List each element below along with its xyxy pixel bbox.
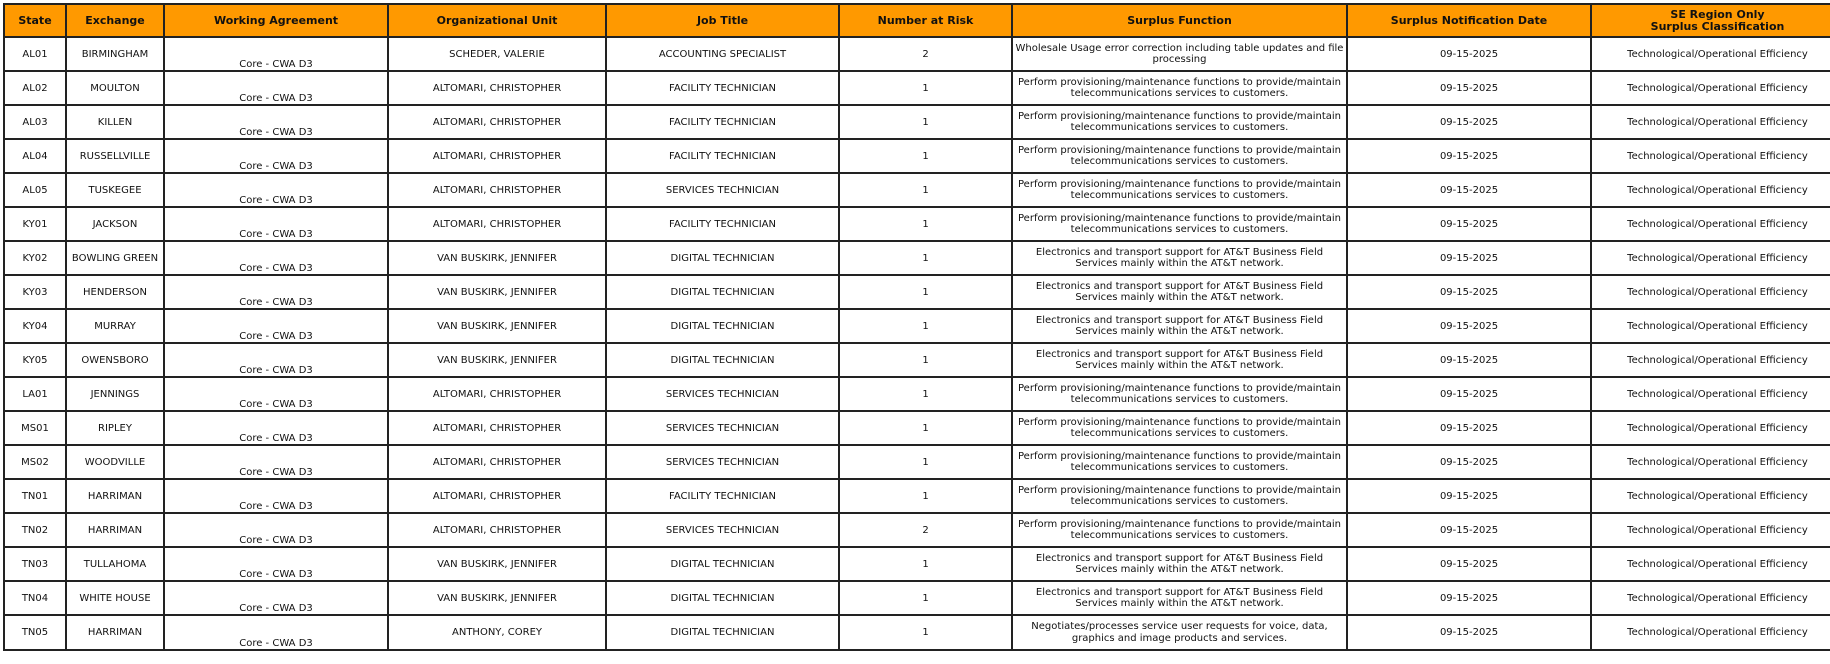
- cell-surplus-classification[interactable]: Technological/Operational Efficiency: [1591, 581, 1830, 615]
- cell-state[interactable]: MS01: [4, 411, 66, 445]
- cell-org-unit[interactable]: SCHEDER, VALERIE: [388, 37, 606, 71]
- cell-state[interactable]: AL01: [4, 37, 66, 71]
- cell-number-at-risk[interactable]: 1: [839, 173, 1012, 207]
- cell-working-agreement[interactable]: Core - CWA D3: [164, 309, 388, 343]
- cell-number-at-risk[interactable]: 1: [839, 241, 1012, 275]
- cell-surplus-function[interactable]: Negotiates/processes service user requests for voice, data, graphics and image products and services.: [1012, 615, 1347, 650]
- cell-surplus-classification[interactable]: Technological/Operational Efficiency: [1591, 479, 1830, 513]
- cell-org-unit[interactable]: ALTOMARI, CHRISTOPHER: [388, 207, 606, 241]
- cell-org-unit[interactable]: VAN BUSKIRK, JENNIFER: [388, 581, 606, 615]
- cell-state[interactable]: TN05: [4, 615, 66, 650]
- cell-surplus-notification-date[interactable]: 09-15-2025: [1347, 581, 1591, 615]
- cell-exchange[interactable]: JACKSON: [66, 207, 164, 241]
- cell-working-agreement[interactable]: Core - CWA D3: [164, 547, 388, 581]
- cell-job-title[interactable]: DIGITAL TECHNICIAN: [606, 615, 839, 650]
- cell-number-at-risk[interactable]: 1: [839, 377, 1012, 411]
- cell-exchange[interactable]: JENNINGS: [66, 377, 164, 411]
- cell-exchange[interactable]: MURRAY: [66, 309, 164, 343]
- cell-state[interactable]: LA01: [4, 377, 66, 411]
- cell-number-at-risk[interactable]: 1: [839, 445, 1012, 479]
- table-row: [4, 275, 1830, 309]
- cell-org-unit[interactable]: ALTOMARI, CHRISTOPHER: [388, 173, 606, 207]
- cell-state[interactable]: AL03: [4, 105, 66, 139]
- cell-surplus-classification[interactable]: Technological/Operational Efficiency: [1591, 173, 1830, 207]
- header-classification-line2: Surplus Classification: [1650, 19, 1785, 33]
- cell-surplus-classification[interactable]: Technological/Operational Efficiency: [1591, 445, 1830, 479]
- cell-job-title[interactable]: FACILITY TECHNICIAN: [606, 479, 839, 513]
- cell-working-agreement[interactable]: Core - CWA D3: [164, 37, 388, 71]
- cell-number-at-risk[interactable]: 1: [839, 581, 1012, 615]
- table-row: [4, 445, 1830, 479]
- cell-state[interactable]: TN01: [4, 479, 66, 513]
- cell-surplus-function[interactable]: Electronics and transport support for AT&T Business Field Services mainly within the AT&T network.: [1012, 241, 1347, 275]
- cell-state[interactable]: MS02: [4, 445, 66, 479]
- cell-surplus-function[interactable]: Electronics and transport support for AT&T Business Field Services mainly within the AT&T network.: [1012, 547, 1347, 581]
- cell-surplus-notification-date[interactable]: 09-15-2025: [1347, 547, 1591, 581]
- table-row: [4, 139, 1830, 173]
- cell-surplus-function[interactable]: Perform provisioning/maintenance functions to provide/maintain telecommunications services to customers.: [1012, 479, 1347, 513]
- cell-job-title[interactable]: SERVICES TECHNICIAN: [606, 377, 839, 411]
- cell-surplus-function[interactable]: Perform provisioning/maintenance functions to provide/maintain telecommunications services to customers.: [1012, 105, 1347, 139]
- cell-surplus-notification-date[interactable]: 09-15-2025: [1347, 513, 1591, 547]
- cell-working-agreement[interactable]: Core - CWA D3: [164, 173, 388, 207]
- cell-exchange[interactable]: OWENSBORO: [66, 343, 164, 377]
- header-classification-line1: SE Region Only: [1670, 7, 1765, 21]
- cell-org-unit[interactable]: ALTOMARI, CHRISTOPHER: [388, 139, 606, 173]
- cell-surplus-function[interactable]: Wholesale Usage error correction including table updates and file processing: [1012, 37, 1347, 71]
- header-org-unit[interactable]: Organizational Unit: [388, 4, 606, 37]
- cell-working-agreement[interactable]: Core - CWA D3: [164, 479, 388, 513]
- cell-org-unit[interactable]: VAN BUSKIRK, JENNIFER: [388, 547, 606, 581]
- cell-org-unit[interactable]: VAN BUSKIRK, JENNIFER: [388, 309, 606, 343]
- cell-working-agreement[interactable]: Core - CWA D3: [164, 207, 388, 241]
- cell-surplus-classification[interactable]: Technological/Operational Efficiency: [1591, 71, 1830, 105]
- table-row: [4, 547, 1830, 581]
- cell-surplus-function[interactable]: Perform provisioning/maintenance functions to provide/maintain telecommunications services to customers.: [1012, 139, 1347, 173]
- cell-surplus-notification-date[interactable]: 09-15-2025: [1347, 173, 1591, 207]
- cell-job-title[interactable]: FACILITY TECHNICIAN: [606, 105, 839, 139]
- cell-number-at-risk[interactable]: 1: [839, 411, 1012, 445]
- cell-working-agreement[interactable]: Core - CWA D3: [164, 105, 388, 139]
- cell-working-agreement[interactable]: Core - CWA D3: [164, 241, 388, 275]
- cell-exchange[interactable]: RIPLEY: [66, 411, 164, 445]
- cell-state[interactable]: KY05: [4, 343, 66, 377]
- cell-working-agreement[interactable]: Core - CWA D3: [164, 513, 388, 547]
- cell-org-unit[interactable]: ANTHONY, COREY: [388, 615, 606, 650]
- cell-job-title[interactable]: DIGITAL TECHNICIAN: [606, 309, 839, 343]
- cell-surplus-classification[interactable]: Technological/Operational Efficiency: [1591, 139, 1830, 173]
- cell-state[interactable]: TN04: [4, 581, 66, 615]
- cell-working-agreement[interactable]: Core - CWA D3: [164, 343, 388, 377]
- cell-surplus-classification[interactable]: Technological/Operational Efficiency: [1591, 37, 1830, 71]
- cell-surplus-classification[interactable]: Technological/Operational Efficiency: [1591, 105, 1830, 139]
- cell-exchange[interactable]: BOWLING GREEN: [66, 241, 164, 275]
- cell-working-agreement[interactable]: Core - CWA D3: [164, 139, 388, 173]
- cell-exchange[interactable]: RUSSELLVILLE: [66, 139, 164, 173]
- cell-working-agreement[interactable]: Core - CWA D3: [164, 615, 388, 650]
- header-exchange[interactable]: Exchange: [66, 4, 164, 37]
- table-row: [4, 207, 1830, 241]
- cell-number-at-risk[interactable]: 1: [839, 207, 1012, 241]
- cell-job-title[interactable]: SERVICES TECHNICIAN: [606, 173, 839, 207]
- cell-surplus-function[interactable]: Perform provisioning/maintenance functions to provide/maintain telecommunications services to customers.: [1012, 71, 1347, 105]
- cell-working-agreement[interactable]: Core - CWA D3: [164, 445, 388, 479]
- cell-surplus-notification-date[interactable]: 09-15-2025: [1347, 275, 1591, 309]
- surplus-table: [3, 3, 1830, 651]
- cell-surplus-notification-date[interactable]: 09-15-2025: [1347, 207, 1591, 241]
- cell-surplus-notification-date[interactable]: 09-15-2025: [1347, 71, 1591, 105]
- cell-surplus-classification[interactable]: Technological/Operational Efficiency: [1591, 207, 1830, 241]
- cell-surplus-classification[interactable]: Technological/Operational Efficiency: [1591, 411, 1830, 445]
- cell-working-agreement[interactable]: Core - CWA D3: [164, 275, 388, 309]
- cell-surplus-function[interactable]: Perform provisioning/maintenance functions to provide/maintain telecommunications services to customers.: [1012, 207, 1347, 241]
- cell-org-unit[interactable]: VAN BUSKIRK, JENNIFER: [388, 275, 606, 309]
- cell-surplus-classification[interactable]: Technological/Operational Efficiency: [1591, 241, 1830, 275]
- cell-org-unit[interactable]: ALTOMARI, CHRISTOPHER: [388, 445, 606, 479]
- cell-exchange[interactable]: KILLEN: [66, 105, 164, 139]
- cell-state[interactable]: KY01: [4, 207, 66, 241]
- cell-surplus-notification-date[interactable]: 09-15-2025: [1347, 241, 1591, 275]
- cell-surplus-classification[interactable]: Technological/Operational Efficiency: [1591, 309, 1830, 343]
- cell-state[interactable]: AL02: [4, 71, 66, 105]
- cell-job-title[interactable]: DIGITAL TECHNICIAN: [606, 241, 839, 275]
- cell-surplus-function[interactable]: Electronics and transport support for AT&T Business Field Services mainly within the AT&T network.: [1012, 309, 1347, 343]
- cell-org-unit[interactable]: ALTOMARI, CHRISTOPHER: [388, 71, 606, 105]
- cell-number-at-risk[interactable]: 1: [839, 275, 1012, 309]
- cell-surplus-notification-date[interactable]: 09-15-2025: [1347, 37, 1591, 71]
- header-number-at-risk[interactable]: Number at Risk: [839, 4, 1012, 37]
- cell-working-agreement[interactable]: Core - CWA D3: [164, 581, 388, 615]
- cell-number-at-risk[interactable]: 2: [839, 37, 1012, 71]
- cell-surplus-classification[interactable]: Technological/Operational Efficiency: [1591, 547, 1830, 581]
- cell-surplus-notification-date[interactable]: 09-15-2025: [1347, 479, 1591, 513]
- table-row: [4, 241, 1830, 275]
- table-row: [4, 615, 1830, 650]
- table-row: [4, 581, 1830, 615]
- header-surplus-notification-date[interactable]: Surplus Notification Date: [1347, 4, 1591, 37]
- cell-number-at-risk[interactable]: 1: [839, 309, 1012, 343]
- table-row: [4, 105, 1830, 139]
- cell-number-at-risk[interactable]: 1: [839, 139, 1012, 173]
- table-body: [4, 37, 1830, 650]
- cell-exchange[interactable]: MOULTON: [66, 71, 164, 105]
- cell-surplus-function[interactable]: Perform provisioning/maintenance functions to provide/maintain telecommunications services to customers.: [1012, 173, 1347, 207]
- cell-job-title[interactable]: SERVICES TECHNICIAN: [606, 513, 839, 547]
- cell-state[interactable]: KY03: [4, 275, 66, 309]
- cell-job-title[interactable]: ACCOUNTING SPECIALIST: [606, 37, 839, 71]
- header-job-title[interactable]: Job Title: [606, 4, 839, 37]
- cell-surplus-function[interactable]: Electronics and transport support for AT&T Business Field Services mainly within the AT&T network.: [1012, 343, 1347, 377]
- cell-surplus-classification[interactable]: Technological/Operational Efficiency: [1591, 513, 1830, 547]
- cell-working-agreement[interactable]: Core - CWA D3: [164, 411, 388, 445]
- cell-working-agreement[interactable]: Core - CWA D3: [164, 71, 388, 105]
- cell-number-at-risk[interactable]: 1: [839, 105, 1012, 139]
- cell-job-title[interactable]: DIGITAL TECHNICIAN: [606, 547, 839, 581]
- cell-surplus-notification-date[interactable]: 09-15-2025: [1347, 309, 1591, 343]
- cell-org-unit[interactable]: ALTOMARI, CHRISTOPHER: [388, 479, 606, 513]
- cell-state[interactable]: TN03: [4, 547, 66, 581]
- cell-number-at-risk[interactable]: 1: [839, 479, 1012, 513]
- cell-exchange[interactable]: WHITE HOUSE: [66, 581, 164, 615]
- cell-surplus-function[interactable]: Electronics and transport support for AT&T Business Field Services mainly within the AT&T network.: [1012, 275, 1347, 309]
- header-surplus-classification[interactable]: [1591, 4, 1830, 37]
- cell-state[interactable]: AL04: [4, 139, 66, 173]
- table-row: [4, 173, 1830, 207]
- header-state[interactable]: State: [4, 4, 66, 37]
- table-row: [4, 37, 1830, 71]
- table-row: [4, 343, 1830, 377]
- cell-job-title[interactable]: DIGITAL TECHNICIAN: [606, 275, 839, 309]
- table-row: [4, 71, 1830, 105]
- cell-surplus-classification[interactable]: Technological/Operational Efficiency: [1591, 615, 1830, 650]
- cell-org-unit[interactable]: VAN BUSKIRK, JENNIFER: [388, 241, 606, 275]
- cell-exchange[interactable]: HENDERSON: [66, 275, 164, 309]
- cell-exchange[interactable]: BIRMINGHAM: [66, 37, 164, 71]
- cell-surplus-notification-date[interactable]: 09-15-2025: [1347, 343, 1591, 377]
- cell-surplus-function[interactable]: Perform provisioning/maintenance functions to provide/maintain telecommunications services to customers.: [1012, 411, 1347, 445]
- cell-state[interactable]: AL05: [4, 173, 66, 207]
- cell-exchange[interactable]: TUSKEGEE: [66, 173, 164, 207]
- cell-number-at-risk[interactable]: 1: [839, 71, 1012, 105]
- cell-surplus-notification-date[interactable]: 09-15-2025: [1347, 105, 1591, 139]
- cell-number-at-risk[interactable]: 1: [839, 615, 1012, 650]
- cell-job-title[interactable]: SERVICES TECHNICIAN: [606, 411, 839, 445]
- cell-surplus-function[interactable]: Perform provisioning/maintenance functions to provide/maintain telecommunications services to customers.: [1012, 377, 1347, 411]
- cell-org-unit[interactable]: VAN BUSKIRK, JENNIFER: [388, 343, 606, 377]
- cell-surplus-classification[interactable]: Technological/Operational Efficiency: [1591, 275, 1830, 309]
- cell-state[interactable]: TN02: [4, 513, 66, 547]
- cell-state[interactable]: KY04: [4, 309, 66, 343]
- table-row: [4, 411, 1830, 445]
- cell-surplus-notification-date[interactable]: 09-15-2025: [1347, 377, 1591, 411]
- header-row: [4, 4, 1830, 37]
- cell-working-agreement[interactable]: Core - CWA D3: [164, 377, 388, 411]
- table-row: [4, 479, 1830, 513]
- cell-exchange[interactable]: HARRIMAN: [66, 513, 164, 547]
- cell-number-at-risk[interactable]: 1: [839, 343, 1012, 377]
- cell-org-unit[interactable]: ALTOMARI, CHRISTOPHER: [388, 105, 606, 139]
- cell-number-at-risk[interactable]: 2: [839, 513, 1012, 547]
- cell-org-unit[interactable]: ALTOMARI, CHRISTOPHER: [388, 513, 606, 547]
- table-row: [4, 513, 1830, 547]
- cell-surplus-notification-date[interactable]: 09-15-2025: [1347, 139, 1591, 173]
- table-row: [4, 309, 1830, 343]
- cell-surplus-function[interactable]: Perform provisioning/maintenance functions to provide/maintain telecommunications services to customers.: [1012, 445, 1347, 479]
- cell-job-title[interactable]: FACILITY TECHNICIAN: [606, 139, 839, 173]
- cell-exchange[interactable]: WOODVILLE: [66, 445, 164, 479]
- table-row: [4, 377, 1830, 411]
- cell-job-title[interactable]: DIGITAL TECHNICIAN: [606, 343, 839, 377]
- cell-number-at-risk[interactable]: 1: [839, 547, 1012, 581]
- cell-job-title[interactable]: SERVICES TECHNICIAN: [606, 445, 839, 479]
- cell-org-unit[interactable]: ALTOMARI, CHRISTOPHER: [388, 411, 606, 445]
- cell-surplus-function[interactable]: Electronics and transport support for AT&T Business Field Services mainly within the AT&T network.: [1012, 581, 1347, 615]
- cell-exchange[interactable]: HARRIMAN: [66, 615, 164, 650]
- cell-job-title[interactable]: FACILITY TECHNICIAN: [606, 207, 839, 241]
- header-surplus-function[interactable]: Surplus Function: [1012, 4, 1347, 37]
- cell-surplus-notification-date[interactable]: 09-15-2025: [1347, 445, 1591, 479]
- cell-exchange[interactable]: TULLAHOMA: [66, 547, 164, 581]
- cell-org-unit[interactable]: ALTOMARI, CHRISTOPHER: [388, 377, 606, 411]
- cell-surplus-function[interactable]: Perform provisioning/maintenance functions to provide/maintain telecommunications services to customers.: [1012, 513, 1347, 547]
- cell-surplus-classification[interactable]: Technological/Operational Efficiency: [1591, 377, 1830, 411]
- cell-exchange[interactable]: HARRIMAN: [66, 479, 164, 513]
- cell-surplus-notification-date[interactable]: 09-15-2025: [1347, 411, 1591, 445]
- cell-surplus-classification[interactable]: Technological/Operational Efficiency: [1591, 343, 1830, 377]
- cell-job-title[interactable]: FACILITY TECHNICIAN: [606, 71, 839, 105]
- cell-job-title[interactable]: DIGITAL TECHNICIAN: [606, 581, 839, 615]
- cell-state[interactable]: KY02: [4, 241, 66, 275]
- cell-surplus-notification-date[interactable]: 09-15-2025: [1347, 615, 1591, 650]
- header-working-agreement[interactable]: Working Agreement: [164, 4, 388, 37]
